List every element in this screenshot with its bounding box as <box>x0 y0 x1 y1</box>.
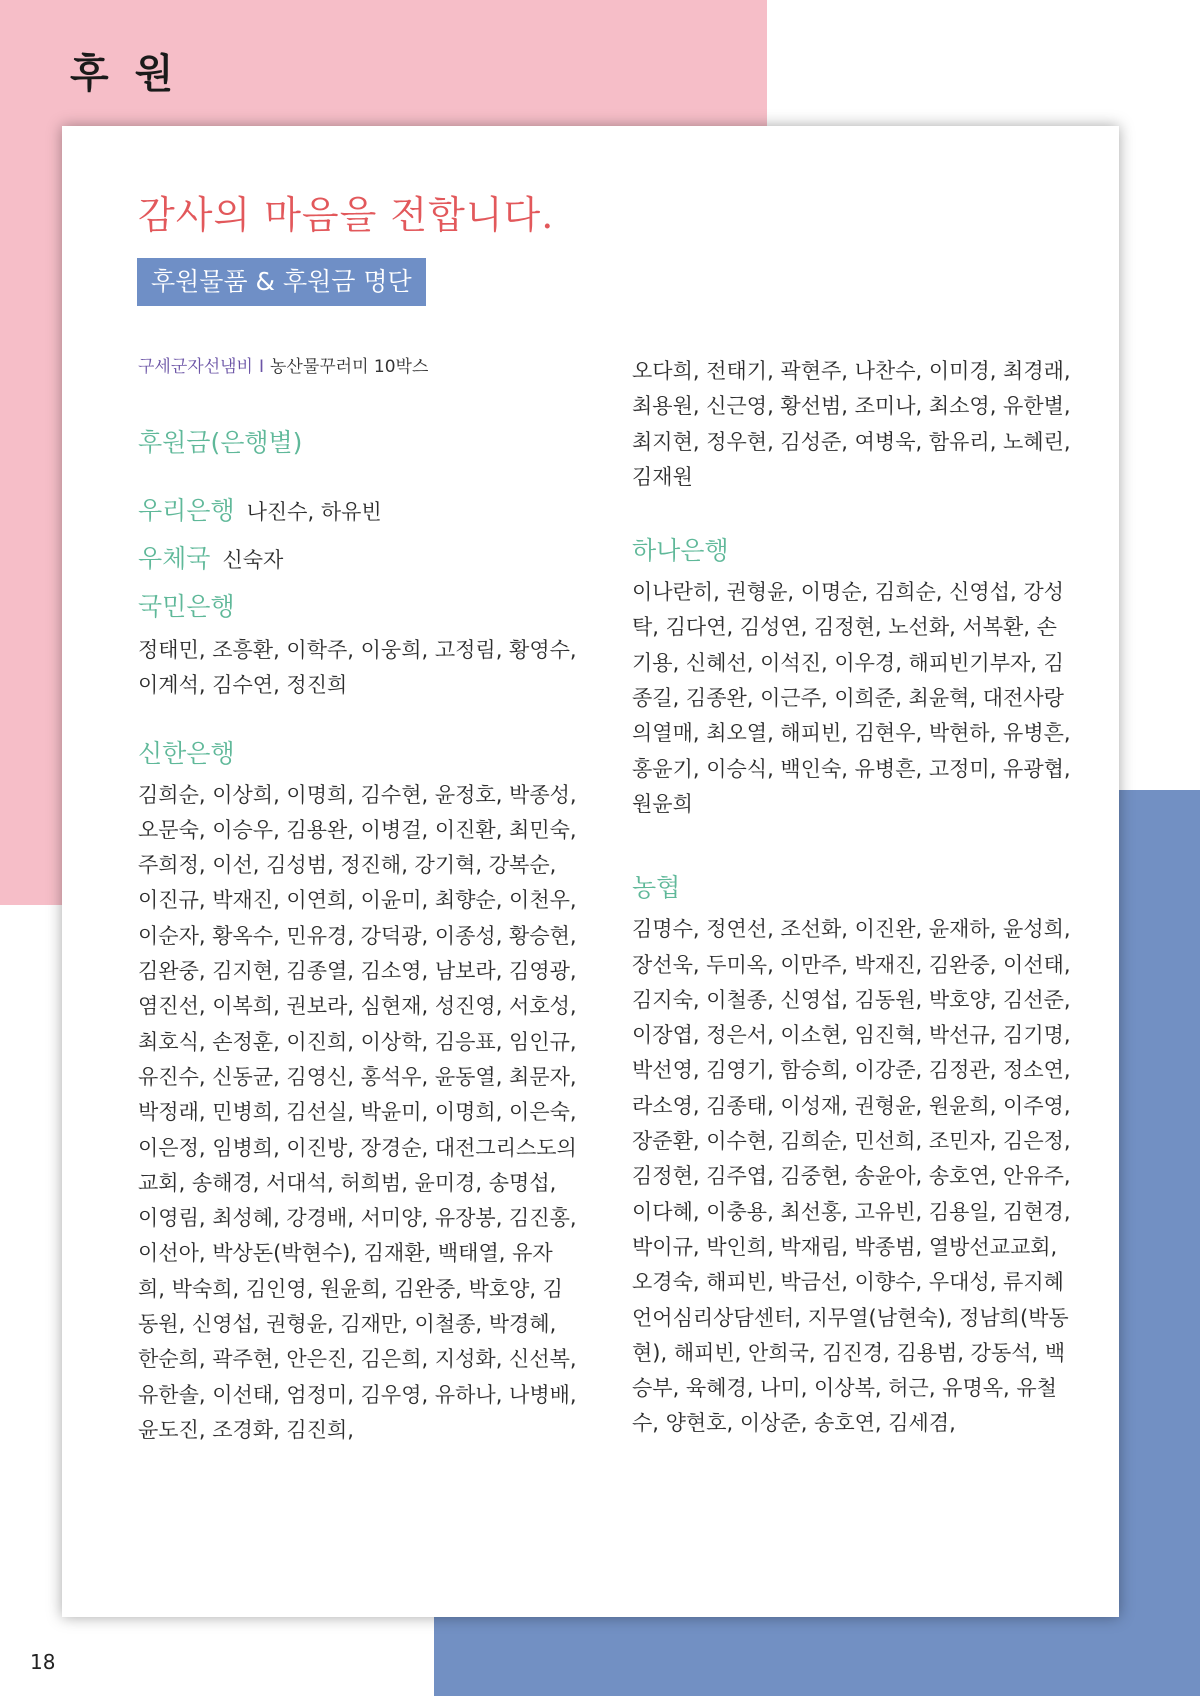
goods-separator: I <box>258 357 264 377</box>
bank-donors-kookmin: 정태민, 조흥환, 이학주, 이웅희, 고정림, 황영수, 이계석, 김수연, 정진희 <box>138 638 577 698</box>
donor-list-badge: 후원물품 & 후원금 명단 <box>137 258 426 306</box>
goods-item: 농산물꾸러미 10박스 <box>269 357 429 377</box>
bank-donors-hana: 이나란히, 권형윤, 이명순, 김희순, 신영섭, 강성탁, 김다연, 김성연, 김정현, 노선화, 서복환, 손기용, 신혜선, 이석진, 이우경, 해피빈기부자, 김종길, 김종완, 이근주, 이희준, 최윤혁, 대전사랑의열매, 최오열, 해피빈, 김현우, 박현하, 유병흔, 홍윤기, 이승식, 백인숙, 유병흔, 고정미, 유광협, 원윤희 <box>632 580 1071 816</box>
fund-section-title: 후원금(은행별) <box>138 428 303 457</box>
bank-name-nh: 농협 <box>632 873 681 903</box>
right-column <box>632 354 1072 1442</box>
bank-row-woori <box>138 491 578 527</box>
bank-donors-nh: 김명수, 정연선, 조선화, 이진완, 윤재하, 윤성희, 장선욱, 두미옥, 이만주, 박재진, 김완중, 이선태, 김지숙, 이철종, 신영섭, 김동원, 박호양, 김선준, 이장엽, 정은서, 이소현, 임진혁, 박선규, 김기명, 박선영, 김영기, 함승희, 이강준, 김정관, 정소연, 라소영, 김종태, 이성재, 권형윤, 원윤희, 이주영, 장준환, 이수현, 김희순, 민선희, 조민자, 김은정, 김정현, 김주엽, 김중현, 송윤아, 송호연, 안유주, 이다혜, 이충용, 최선홍, 고유빈, 김용일, 김현경, 박이규, 박인희, 박재림, 박종범, 열방선교교회, 오경숙, 해피빈, 박금선, 이향수, 우대성, 류지혜언어심리상담센터, 지무열(남현숙), 정남희(박동현), 해피빈, 안희국, 김진경, 김용범, 강동석, 백승부, 육혜경, 나미, 이상복, 허근, 유명옥, 유철수, 양현호, 이상준, 송호연, 김세겸, <box>632 917 1071 1436</box>
bank-name-kookmin: 국민은행 <box>138 592 235 621</box>
card-heading: 감사의 마음을 전합니다. <box>138 193 555 237</box>
page-title: 후 원 <box>70 51 180 97</box>
bank-donors-woori: 나진수, 하유빈 <box>246 500 382 524</box>
bank-name-shinhan: 신한은행 <box>138 738 235 768</box>
bank-row-post <box>138 539 578 575</box>
bank-donors-post: 신숙자 <box>222 548 284 572</box>
left-column <box>138 352 578 1448</box>
goods-donor-org: 구세군자선냄비 <box>138 357 253 377</box>
content-card <box>62 126 1119 1617</box>
page-number: 18 <box>30 1650 56 1674</box>
bank-name-post: 우체국 <box>138 544 211 573</box>
goods-donor-line <box>138 352 578 377</box>
bank-name-hana: 하나은행 <box>632 536 729 566</box>
bank-donors-shinhan: 김희순, 이상희, 이명희, 김수현, 윤정호, 박종성, 오문숙, 이승우, 김용완, 이병걸, 이진환, 최민숙, 주희정, 이선, 김성범, 정진해, 강기혁, 강복순, 이진규, 박재진, 이연희, 이윤미, 최향순, 이천우, 이순자, 황옥수, 민유경, 강덕광, 이종성, 황승현, 김완중, 김지현, 김종열, 김소영, 남보라, 김영광, 염진선, 이복희, 권보라, 심현재, 성진영, 서호성, 최호식, 손정훈, 이진희, 이상학, 김응표, 임인규, 유진수, 신동균, 김영신, 홍석우, 윤동열, 최문자, 박정래, 민병희, 김선실, 박윤미, 이명희, 이은숙, 이은정, 임병희, 이진방, 장경순, 대전그리스도의교회, 송해경, 서대석, 허희범, 윤미경, 송명섭, 이영림, 최성혜, 강경배, 서미양, 유장봉, 김진홍, 이선아, 박상돈(박현수), 김재환, 백태열, 유자희, 박숙희, 김인영, 원윤희, 김완중, 박호양, 김동원, 신영섭, 권형윤, 김재만, 이철종, 박경혜, 한순희, 곽주현, 안은진, 김은희, 지성화, 신선복, 유한솔, 이선태, 엄정미, 김우영, 유하나, 나병배, 윤도진, 조경화, 김진희, <box>138 782 577 1442</box>
bank-donors-shinhan-continued: 오다희, 전태기, 곽현주, 나찬수, 이미경, 최경래, 최용원, 신근영, 황선범, 조미나, 최소영, 유한별, 최지현, 정우현, 김성준, 여병욱, 함유리, 노혜린, 김재원 <box>632 359 1071 489</box>
bank-name-woori: 우리은행 <box>138 496 235 525</box>
